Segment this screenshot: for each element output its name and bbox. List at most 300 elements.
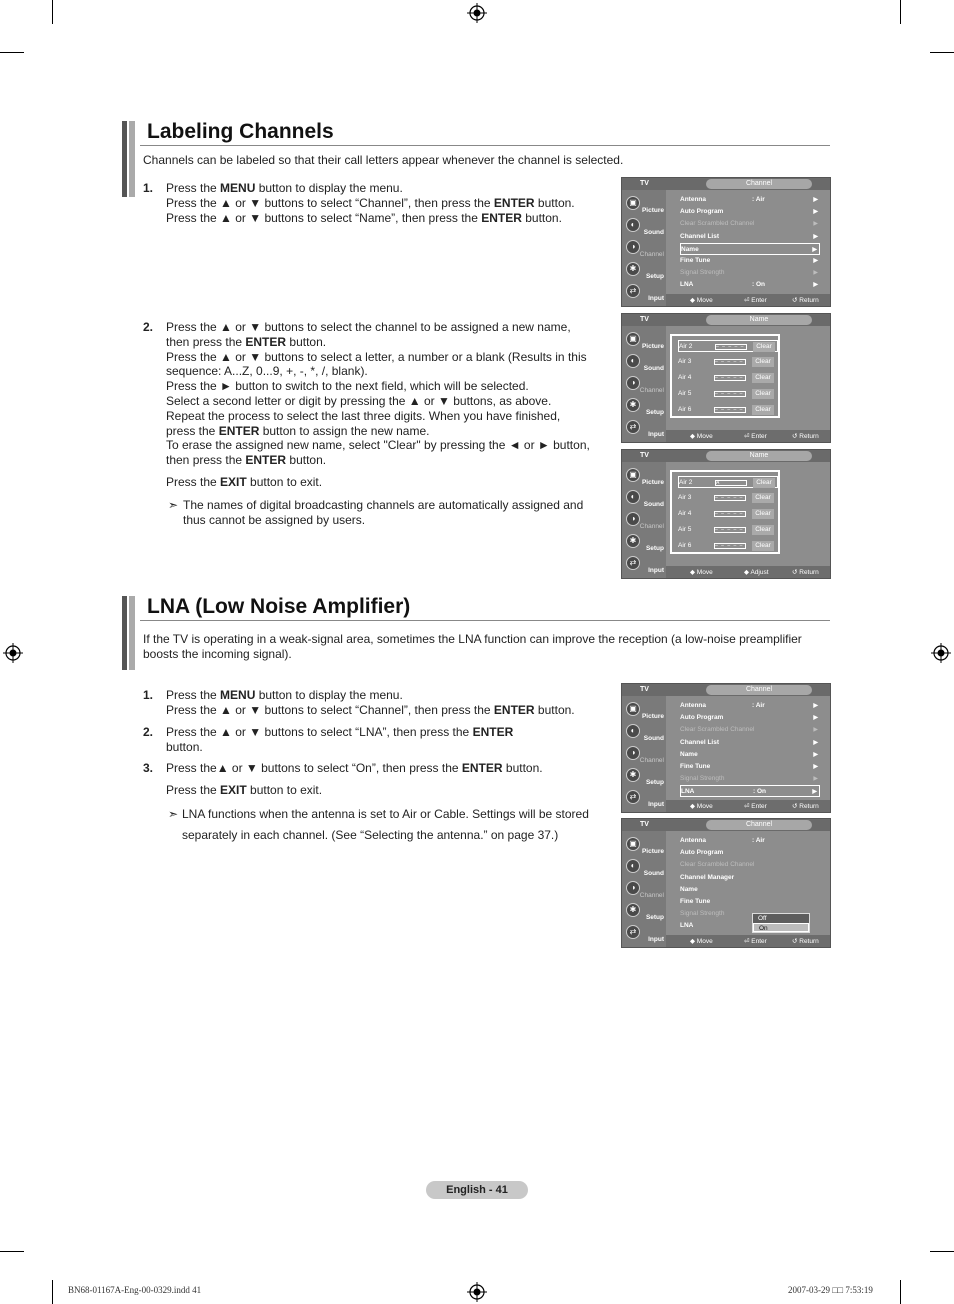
screen-caption: Name	[706, 315, 812, 325]
menu-row	[680, 206, 820, 218]
step-line	[166, 783, 322, 798]
sidebar-item-sound	[624, 722, 666, 743]
step-line	[166, 350, 587, 365]
arrow-right-icon: ▶	[813, 727, 818, 734]
row-label: Signal Strength	[680, 269, 725, 277]
menu-row	[680, 773, 820, 785]
arrow-right-icon: ▶	[812, 246, 817, 253]
sidebar-label: Picture	[641, 479, 664, 486]
tv-label: TV	[640, 452, 649, 459]
input-icon: ⇄	[626, 790, 640, 804]
step-1	[143, 688, 603, 718]
picture-icon: ▣	[626, 332, 640, 346]
row-label: LNA	[680, 922, 694, 930]
sidebar-item-sound	[624, 857, 666, 878]
crop-mark	[930, 52, 954, 53]
section-intro: Channels can be labeled so that their call letters appear whenever the channel is selected.	[143, 153, 624, 167]
note	[168, 807, 608, 847]
note-line: thus cannot be assigned by users.	[183, 513, 366, 527]
sidebar-item-input	[624, 554, 666, 575]
menu-row	[680, 761, 820, 773]
sidebar-label: Input	[648, 567, 664, 574]
row-label: LNA	[680, 281, 694, 289]
sidebar-label: Picture	[641, 207, 664, 214]
sidebar-item-channel	[624, 744, 666, 765]
sidebar-label: Sound	[643, 365, 664, 372]
step-line-text: button.	[286, 453, 327, 468]
step-line-text: Press the▲ or ▼ buttons to select “On”, then press the	[166, 761, 462, 775]
input-icon: ⇄	[626, 420, 640, 434]
return-hint: ↺ Return	[792, 938, 819, 945]
setup-icon: ✱	[626, 534, 640, 548]
channel-name-label: Air 4	[678, 510, 692, 517]
note-line: separately in each channel. (See “Selecting the antenna.” on page 37.)	[182, 828, 559, 842]
sidebar-label: Setup	[645, 779, 664, 786]
sidebar-label: Setup	[645, 545, 664, 552]
menu-sidebar	[622, 831, 666, 947]
sidebar-item-setup	[624, 766, 666, 787]
sidebar-item-channel	[624, 510, 666, 531]
sidebar-item-sound	[624, 488, 666, 509]
arrow-right-icon: ▶	[813, 739, 818, 746]
arrow-right-icon: ▶	[813, 221, 818, 228]
arrow-right-icon: ▶	[812, 789, 817, 796]
intro-line: boosts the incoming signal).	[143, 647, 292, 661]
row-label: LNA	[681, 788, 695, 796]
row-value: : On	[752, 281, 765, 289]
step-line-text: button.	[166, 740, 203, 754]
sidebar-item-input	[624, 418, 666, 439]
arrow-right-icon: ▶	[813, 751, 818, 758]
step-line	[166, 379, 529, 394]
sidebar-label: Picture	[641, 343, 664, 350]
step-line	[166, 196, 575, 211]
sound-icon: ◐	[626, 218, 640, 232]
step-line-text: Press the ► button to switch to the next field, which will be selected.	[166, 379, 529, 394]
row-label: Auto Program	[680, 849, 724, 857]
sidebar-item-sound	[624, 352, 666, 373]
clear-button: Clear	[752, 541, 774, 551]
step-line-text: button.	[521, 211, 562, 225]
step-line-text: button.	[286, 334, 327, 349]
button-name: ENTER	[245, 334, 287, 349]
step-line	[166, 181, 403, 196]
exit-instruction	[166, 475, 566, 490]
row-label: Fine Tune	[680, 257, 711, 264]
button-name: ENTER	[472, 725, 514, 739]
button-name: ENTER	[461, 761, 503, 775]
note-line: LNA functions when the antenna is set to Air or Cable. Settings will be stored	[182, 807, 589, 821]
step-line-text: Press the	[166, 181, 221, 195]
tv-label: TV	[640, 180, 649, 187]
channel-name-label: Air 4	[678, 374, 692, 381]
option-on: On	[753, 923, 809, 932]
step-line-text: button to assign the new name.	[259, 423, 430, 438]
sidebar-label: Input	[648, 801, 664, 808]
name-row	[678, 524, 778, 536]
row-label: Auto Program	[680, 208, 724, 216]
crop-mark	[52, 0, 53, 24]
step-line	[166, 740, 203, 755]
screen-caption: Channel	[706, 179, 812, 189]
note-arrow-icon: ➣	[168, 807, 179, 821]
clear-button: Clear	[753, 342, 775, 352]
menu-row	[680, 231, 820, 243]
menu-row	[680, 785, 820, 797]
row-value: : Air	[752, 702, 765, 709]
step-line-text: Press the	[166, 475, 221, 489]
section-intro	[143, 632, 823, 662]
step-line	[166, 424, 429, 439]
button-name: EXIT	[220, 475, 247, 489]
menu-sidebar	[622, 462, 666, 578]
picture-icon: ▣	[626, 196, 640, 210]
name-entry-field: – – – – –	[714, 407, 746, 413]
sidebar-label: Setup	[645, 273, 664, 280]
row-label: Signal Strength	[680, 775, 725, 783]
tv-menu-screen	[621, 177, 831, 307]
name-entry-field: – – – – –	[715, 344, 747, 350]
move-hint: ◆ Move	[690, 569, 713, 576]
section-rule	[140, 145, 830, 146]
arrow-right-icon: ▶	[813, 282, 818, 289]
arrow-right-icon: ▶	[813, 703, 818, 709]
name-row	[678, 388, 778, 400]
row-label: Channel Manager	[680, 873, 735, 881]
menu-row	[680, 712, 820, 724]
row-label: Clear Scrambled Channel	[680, 220, 755, 228]
tv-label: TV	[640, 316, 649, 323]
screen-header	[622, 684, 830, 696]
section-title: LNA (Low Noise Amplifier)	[147, 595, 411, 618]
picture-icon: ▣	[626, 468, 640, 482]
screen-header	[622, 450, 830, 462]
menu-row	[680, 255, 820, 267]
sidebar-item-picture	[624, 194, 666, 215]
sidebar-label: Picture	[641, 713, 664, 720]
screen-footer	[666, 430, 830, 442]
button-name: EXIT	[220, 783, 247, 797]
sidebar-item-input	[624, 788, 666, 809]
step-number: 2.	[143, 320, 154, 334]
step-line-text: Select a second letter or digit by pressing the ▲ or ▼ buttons, as above.	[166, 394, 552, 408]
button-name: MENU	[220, 688, 256, 702]
menu-row	[680, 896, 820, 908]
footer-file: BN68-01167A-Eng-00-0329.indd 41	[68, 1285, 202, 1295]
clear-button: Clear	[752, 357, 774, 367]
name-entry-field: – – – – –	[714, 511, 746, 517]
crop-mark	[900, 0, 901, 24]
tv-menu-screen	[621, 818, 831, 948]
note-line: The names of digital broadcasting channels are automatically assigned and	[183, 498, 584, 512]
screen-footer	[666, 935, 830, 947]
step-number: 1.	[143, 181, 154, 195]
step-line-text: Repeat the process to select the last three digits. When you have finished,	[166, 408, 561, 423]
sidebar-label: Channel	[639, 523, 664, 530]
arrow-right-icon: ▶	[813, 715, 818, 722]
section-bar	[129, 596, 135, 670]
clear-button: Clear	[753, 478, 775, 488]
row-label: Signal Strength	[680, 910, 725, 918]
crop-mark	[0, 1251, 24, 1252]
enter-hint: ⏎ Enter	[744, 938, 767, 945]
lna-options-popup	[752, 913, 810, 933]
row-label: Antenna	[680, 702, 706, 709]
step-number: 1.	[143, 688, 154, 702]
menu-row	[680, 218, 820, 230]
clear-button: Clear	[752, 389, 774, 399]
arrow-right-icon: ▶	[813, 270, 818, 277]
step-line	[166, 438, 590, 453]
step-line-text: button to display the menu.	[255, 688, 403, 702]
sidebar-item-channel	[624, 879, 666, 900]
intro-line: If the TV is operating in a weak-signal area, sometimes the LNA function can improve the reception (a low-noise preamplifier	[143, 632, 802, 646]
exit-instruction	[166, 783, 566, 798]
row-label: Name	[680, 750, 698, 758]
sidebar-item-setup	[624, 901, 666, 922]
channel-icon: ◑	[626, 881, 640, 895]
crop-mark	[930, 1251, 954, 1252]
step-line	[166, 703, 575, 718]
menu-row	[680, 267, 820, 279]
name-entry-field: A	[715, 480, 747, 486]
clear-button: Clear	[752, 405, 774, 415]
step-line	[166, 364, 368, 379]
row-label: Name	[681, 245, 699, 253]
enter-hint: ⏎ Enter	[744, 803, 767, 810]
step-number: 2.	[143, 725, 154, 739]
channel-name-label: Air 3	[678, 494, 692, 501]
adjust-hint: ◆ Adjust	[744, 569, 769, 576]
sidebar-item-sound	[624, 216, 666, 237]
sound-icon: ◐	[626, 859, 640, 873]
sidebar-item-picture	[624, 835, 666, 856]
step-line-text: Press the ▲ or ▼ buttons to select “LNA”, then press the	[166, 725, 473, 739]
row-label: Fine Tune	[680, 898, 711, 905]
menu-row	[680, 835, 820, 847]
button-name: ENTER	[481, 211, 522, 225]
arrow-right-icon: ▶	[813, 776, 818, 783]
sidebar-label: Setup	[645, 409, 664, 416]
move-hint: ◆ Move	[690, 803, 713, 810]
enter-hint: ⏎ Enter	[744, 433, 767, 440]
screen-caption: Name	[706, 451, 812, 461]
button-name: MENU	[220, 181, 256, 195]
channel-icon: ◑	[626, 240, 640, 254]
row-label: Clear Scrambled Channel	[680, 861, 755, 869]
channel-name-label: Air 3	[678, 358, 692, 365]
name-entry-field: – – – – –	[714, 391, 746, 397]
step-line-text: Press the	[166, 783, 221, 797]
tv-menu-screen	[621, 683, 831, 813]
step-line-text: press the	[166, 423, 219, 438]
note-arrow-icon: ➣	[168, 498, 179, 512]
registration-mark-icon	[931, 643, 951, 663]
move-hint: ◆ Move	[690, 297, 713, 304]
step-line-text: button.	[534, 703, 575, 717]
channel-name-label: Air 2	[679, 479, 693, 486]
channel-name-label: Air 6	[678, 406, 692, 413]
enter-hint: ⏎ Enter	[744, 297, 767, 304]
step-3	[143, 761, 603, 776]
channel-icon: ◑	[626, 512, 640, 526]
step-1	[143, 181, 603, 229]
step-line	[166, 320, 571, 335]
arrow-right-icon: ▶	[813, 764, 818, 770]
sidebar-item-input	[624, 282, 666, 303]
button-name: ENTER	[245, 453, 287, 468]
sidebar-label: Sound	[643, 501, 664, 508]
setup-icon: ✱	[626, 262, 640, 276]
return-hint: ↺ Return	[792, 569, 819, 576]
section-title: Labeling Channels	[147, 120, 334, 143]
setup-icon: ✱	[626, 398, 640, 412]
step-line-text: Press the ▲ or ▼ buttons to select the channel to be assigned a new name,	[166, 320, 571, 334]
name-row	[678, 356, 778, 368]
button-name: ENTER	[493, 196, 535, 210]
screen-header	[622, 178, 830, 190]
step-line	[166, 335, 326, 350]
step-number: 3.	[143, 761, 154, 775]
row-label: Antenna	[680, 196, 706, 203]
step-line-text: button.	[534, 196, 575, 210]
sidebar-label: Sound	[643, 229, 664, 236]
button-name: ENTER	[218, 423, 260, 438]
sidebar-label: Channel	[639, 757, 664, 764]
name-entry-field: – – – – –	[714, 375, 746, 381]
step-line-text: button to display the menu.	[255, 181, 403, 195]
name-entry-field: – – – – –	[714, 543, 746, 549]
registration-mark-icon	[467, 3, 487, 23]
channel-name-label: Air 6	[678, 542, 692, 549]
step-line-text: Press the	[166, 688, 221, 702]
menu-row	[680, 859, 820, 871]
setup-icon: ✱	[626, 768, 640, 782]
section-bar	[122, 121, 127, 197]
screen-footer	[666, 800, 830, 812]
row-label: Fine Tune	[680, 763, 711, 770]
note	[168, 498, 608, 528]
tv-menu-screen	[621, 449, 831, 579]
sidebar-item-picture	[624, 330, 666, 351]
arrow-right-icon: ▶	[813, 258, 818, 264]
step-line-text: button to exit.	[246, 783, 323, 797]
sidebar-item-channel	[624, 374, 666, 395]
sidebar-label: Channel	[639, 892, 664, 899]
sidebar-label: Sound	[643, 870, 664, 877]
button-name: ENTER	[493, 703, 535, 717]
arrow-right-icon: ▶	[813, 233, 818, 240]
step-line-text: Press the ▲ or ▼ buttons to select “Channel”, then press the	[166, 703, 494, 717]
sidebar-label: Picture	[641, 848, 664, 855]
section-rule	[140, 620, 830, 621]
step-line	[166, 725, 513, 740]
channel-name-label: Air 2	[679, 343, 693, 350]
sound-icon: ◐	[626, 724, 640, 738]
step-line-text: then press the	[166, 453, 246, 468]
step-line-text: To erase the assigned new name, select "Clear" by pressing the ◄ or ► button,	[166, 438, 590, 453]
name-entry-field: – – – – –	[714, 359, 746, 365]
name-row	[678, 404, 778, 416]
row-label: Auto Program	[680, 714, 724, 722]
channel-icon: ◑	[626, 746, 640, 760]
channel-name-label: Air 5	[678, 390, 692, 397]
menu-row	[680, 749, 820, 761]
step-line	[166, 211, 562, 226]
row-value: : On	[753, 788, 766, 796]
name-row	[678, 340, 778, 352]
screen-footer	[666, 566, 830, 578]
input-icon: ⇄	[626, 556, 640, 570]
row-label: Channel List	[680, 232, 720, 240]
setup-icon: ✱	[626, 903, 640, 917]
sound-icon: ◐	[626, 490, 640, 504]
tv-menu-screen	[621, 313, 831, 443]
registration-mark-icon	[467, 1282, 487, 1302]
sidebar-item-setup	[624, 532, 666, 553]
step-line	[166, 761, 543, 776]
step-line	[166, 688, 403, 703]
tv-label: TV	[640, 686, 649, 693]
sidebar-label: Input	[648, 936, 664, 943]
step-line-text: then press the	[166, 334, 246, 349]
crop-mark	[900, 1280, 901, 1304]
step-2	[143, 320, 603, 470]
sidebar-label: Input	[648, 431, 664, 438]
step-line-text: sequence: A...Z, 0...9, +, -, *, /, blank).	[166, 364, 368, 379]
name-entry-field: – – – – –	[714, 495, 746, 501]
sidebar-item-channel	[624, 238, 666, 259]
sidebar-item-setup	[624, 396, 666, 417]
step-line-text: Press the ▲ or ▼ buttons to select “Channel”, then press the	[166, 196, 494, 210]
clear-button: Clear	[752, 493, 774, 503]
sidebar-item-input	[624, 923, 666, 944]
input-icon: ⇄	[626, 284, 640, 298]
page-number: English - 41	[426, 1181, 528, 1199]
step-line	[166, 475, 322, 490]
picture-icon: ▣	[626, 702, 640, 716]
menu-row	[680, 737, 820, 749]
section-bar	[122, 596, 127, 670]
step-line-text: Press the ▲ or ▼ buttons to select “Name”, then press the	[166, 211, 482, 225]
clear-button: Clear	[752, 525, 774, 535]
sound-icon: ◐	[626, 354, 640, 368]
crop-mark	[0, 52, 24, 53]
name-row	[678, 372, 778, 384]
picture-icon: ▣	[626, 837, 640, 851]
sidebar-label: Channel	[639, 387, 664, 394]
screen-caption: Channel	[706, 685, 812, 695]
menu-row	[680, 884, 820, 896]
sidebar-item-setup	[624, 260, 666, 281]
return-hint: ↺ Return	[792, 297, 819, 304]
menu-row	[680, 872, 820, 884]
menu-sidebar	[622, 326, 666, 442]
step-line-text: button to exit.	[246, 475, 323, 489]
clear-button: Clear	[752, 373, 774, 383]
section-bar	[129, 121, 135, 197]
row-label: Antenna	[680, 837, 706, 844]
step-line	[166, 453, 326, 468]
menu-row	[680, 847, 820, 859]
sidebar-label: Input	[648, 295, 664, 302]
menu-sidebar	[622, 696, 666, 812]
return-hint: ↺ Return	[792, 803, 819, 810]
sidebar-item-picture	[624, 466, 666, 487]
arrow-right-icon: ▶	[813, 197, 818, 203]
row-label: Clear Scrambled Channel	[680, 726, 755, 734]
menu-row	[680, 700, 820, 712]
